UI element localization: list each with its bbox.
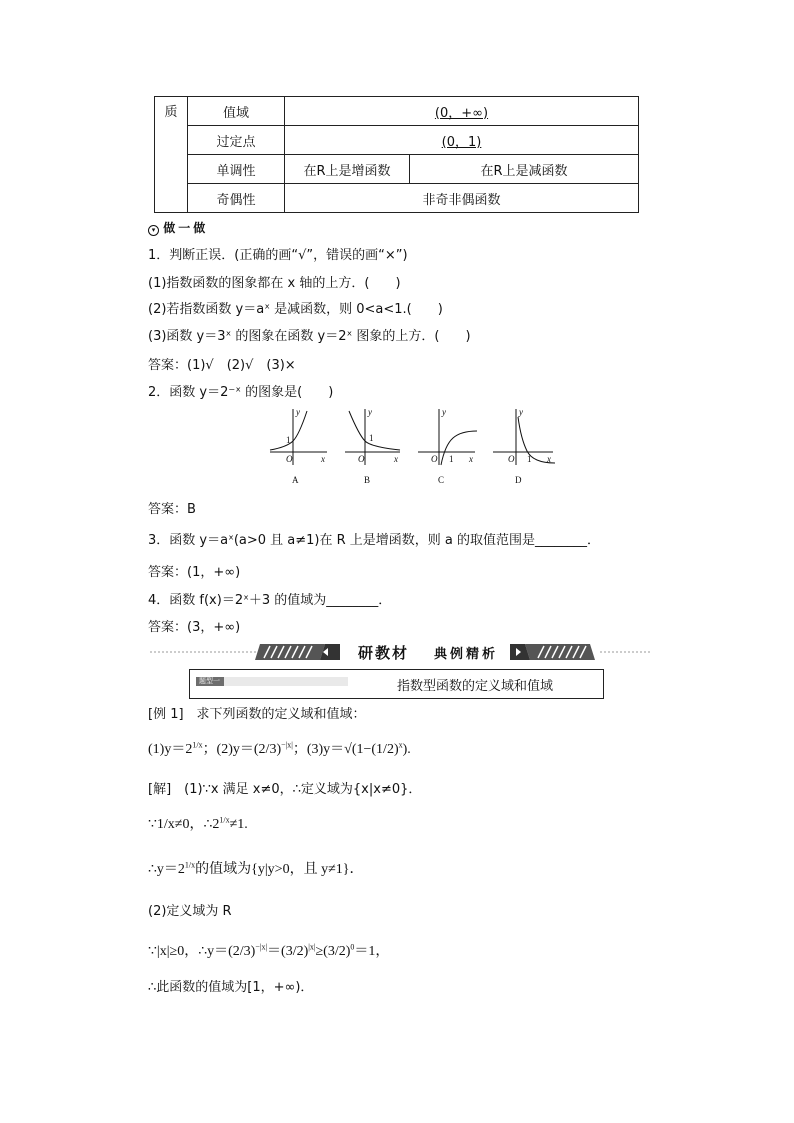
example-f3-end: ). xyxy=(402,742,411,757)
banner-text-2: 典例精析 xyxy=(434,647,499,662)
graph-c-origin: O xyxy=(431,454,438,464)
example-head: [例 1] 求下列函数的定义域和值域： xyxy=(148,707,366,722)
solution-l2-exp: 1/x xyxy=(219,815,230,825)
row-label-fixed-point: 过定点 xyxy=(188,126,285,155)
graph-a-one: 1 xyxy=(286,435,291,445)
graph-b-one: 1 xyxy=(369,433,374,443)
row-label-range: 值域 xyxy=(188,97,285,126)
solution-l5-e3: 0 xyxy=(350,942,355,952)
example-f1-exp: 1/x xyxy=(192,740,203,750)
solution-line-3 xyxy=(148,858,363,878)
q2-answer: 答案：B xyxy=(148,502,196,517)
solution-l5: ∵|x|≥0，∴y＝(2/3) xyxy=(148,944,256,959)
graph-d-label: D xyxy=(515,475,522,485)
graph-c-y-label: y xyxy=(442,407,446,417)
graph-d-x-label: x xyxy=(547,454,551,464)
topic-title: 指数型函数的定义域和值域 xyxy=(396,679,553,694)
example-f3-exp: x xyxy=(398,740,403,750)
example-f2-exp: −|x| xyxy=(281,740,293,750)
example-f2: ；(2)y＝(2/3) xyxy=(202,742,282,757)
q3-answer: 答案：(1，+∞) xyxy=(148,565,241,580)
q3-title: 3．函数 y＝aˣ(a>0 且 a≠1)在 R 上是增函数，则 a 的取值范围是________． xyxy=(148,533,601,548)
graph-c xyxy=(418,407,477,485)
row-value-decreasing: 在R上是减函数 xyxy=(410,155,639,184)
solution-l2: ∵1/x≠0，∴2 xyxy=(148,817,220,832)
graph-b-y-label: y xyxy=(368,407,372,417)
topic-tag-bar-light xyxy=(224,677,348,686)
q2-graphs xyxy=(265,405,565,487)
chevron-down-icon: ▾ xyxy=(148,225,159,236)
q1-item-2: (2)若指数函数 y＝aˣ 是减函数，则 0<a<1.( ) xyxy=(148,302,443,317)
q4-title: 4．函数 f(x)＝2ˣ＋3 的值域为________． xyxy=(148,593,392,608)
solution-l3: ∴y＝2 xyxy=(148,862,185,877)
section-tag xyxy=(148,219,208,236)
q1-title: 1．判断正误．(正确的画“√”，错误的画“×”) xyxy=(148,248,408,263)
example-formulas xyxy=(148,738,411,758)
graph-b-label: B xyxy=(364,475,371,485)
group-label: 质 xyxy=(155,97,188,213)
graph-c-label: C xyxy=(438,475,445,485)
example-f3: ；(3)y＝√(1−(1/2) xyxy=(292,742,399,757)
q1-item-3: (3)函数 y＝3ˣ 的图象在函数 y＝2ˣ 图象的上方．( ) xyxy=(148,329,471,344)
solution-line-4: (2)定义域为 R xyxy=(148,904,232,919)
graph-a-x-label: x xyxy=(321,454,325,464)
graph-c-x-label: x xyxy=(469,454,473,464)
properties-table xyxy=(154,96,639,213)
solution-line-2 xyxy=(148,813,248,833)
graph-d-y-label: y xyxy=(519,407,523,417)
row-value-increasing: 在R上是增函数 xyxy=(285,155,410,184)
row-value-parity: 非奇非偶函数 xyxy=(285,184,639,213)
row-label-monotonicity: 单调性 xyxy=(188,155,285,184)
graph-d-origin: O xyxy=(508,454,515,464)
solution-line-1: [解] (1)∵x 满足 x≠0，∴定义域为{x|x≠0}． xyxy=(148,782,422,797)
graph-b-origin: O xyxy=(358,454,365,464)
graph-a-y-label: y xyxy=(296,407,300,417)
graph-b-x-label: x xyxy=(394,454,398,464)
solution-l5-m: ＝(3/2) xyxy=(267,944,309,959)
banner-text-1: 研教材 xyxy=(358,644,410,662)
solution-line-5 xyxy=(148,940,389,960)
q1-answer: 答案：(1)√ (2)√ (3)× xyxy=(148,358,296,373)
q2-title: 2．函数 y＝2⁻ˣ 的图象是( ) xyxy=(148,385,334,400)
topic-box xyxy=(189,669,604,699)
graph-a-origin: O xyxy=(286,454,293,464)
graph-b xyxy=(345,407,400,485)
row-value-range: (0，+∞) xyxy=(285,97,639,126)
solution-l3-end: 的值域为{y|y>0，且 y≠1}． xyxy=(195,862,364,877)
row-value-fixed-point: (0，1) xyxy=(285,126,639,155)
graph-c-one: 1 xyxy=(449,454,454,464)
solution-l5-e2: |x| xyxy=(308,942,316,952)
topic-tag: 题型一 xyxy=(199,677,220,685)
solution-line-6: ∴此函数的值域为[1，+∞)． xyxy=(148,980,314,995)
row-label-parity: 奇偶性 xyxy=(188,184,285,213)
q4-answer: 答案：(3，+∞) xyxy=(148,620,241,635)
section-banner xyxy=(150,640,650,664)
solution-l2-end: ≠1. xyxy=(229,817,248,832)
graph-a xyxy=(270,407,327,485)
solution-l5-e1: −|x| xyxy=(255,942,268,952)
solution-l5-m2: ≥(3/2) xyxy=(315,944,351,959)
solution-l3-exp: 1/x xyxy=(184,860,196,870)
graph-d xyxy=(493,407,555,485)
section-tag-label: 做一做 xyxy=(163,221,209,235)
graph-d-one: 1 xyxy=(527,454,532,464)
q1-item-1: (1)指数函数的图象都在 x 轴的上方．( ) xyxy=(148,276,401,291)
example-f1: (1)y＝2 xyxy=(148,742,193,757)
graph-a-label: A xyxy=(292,475,299,485)
solution-l5-end: ＝1， xyxy=(354,944,390,959)
